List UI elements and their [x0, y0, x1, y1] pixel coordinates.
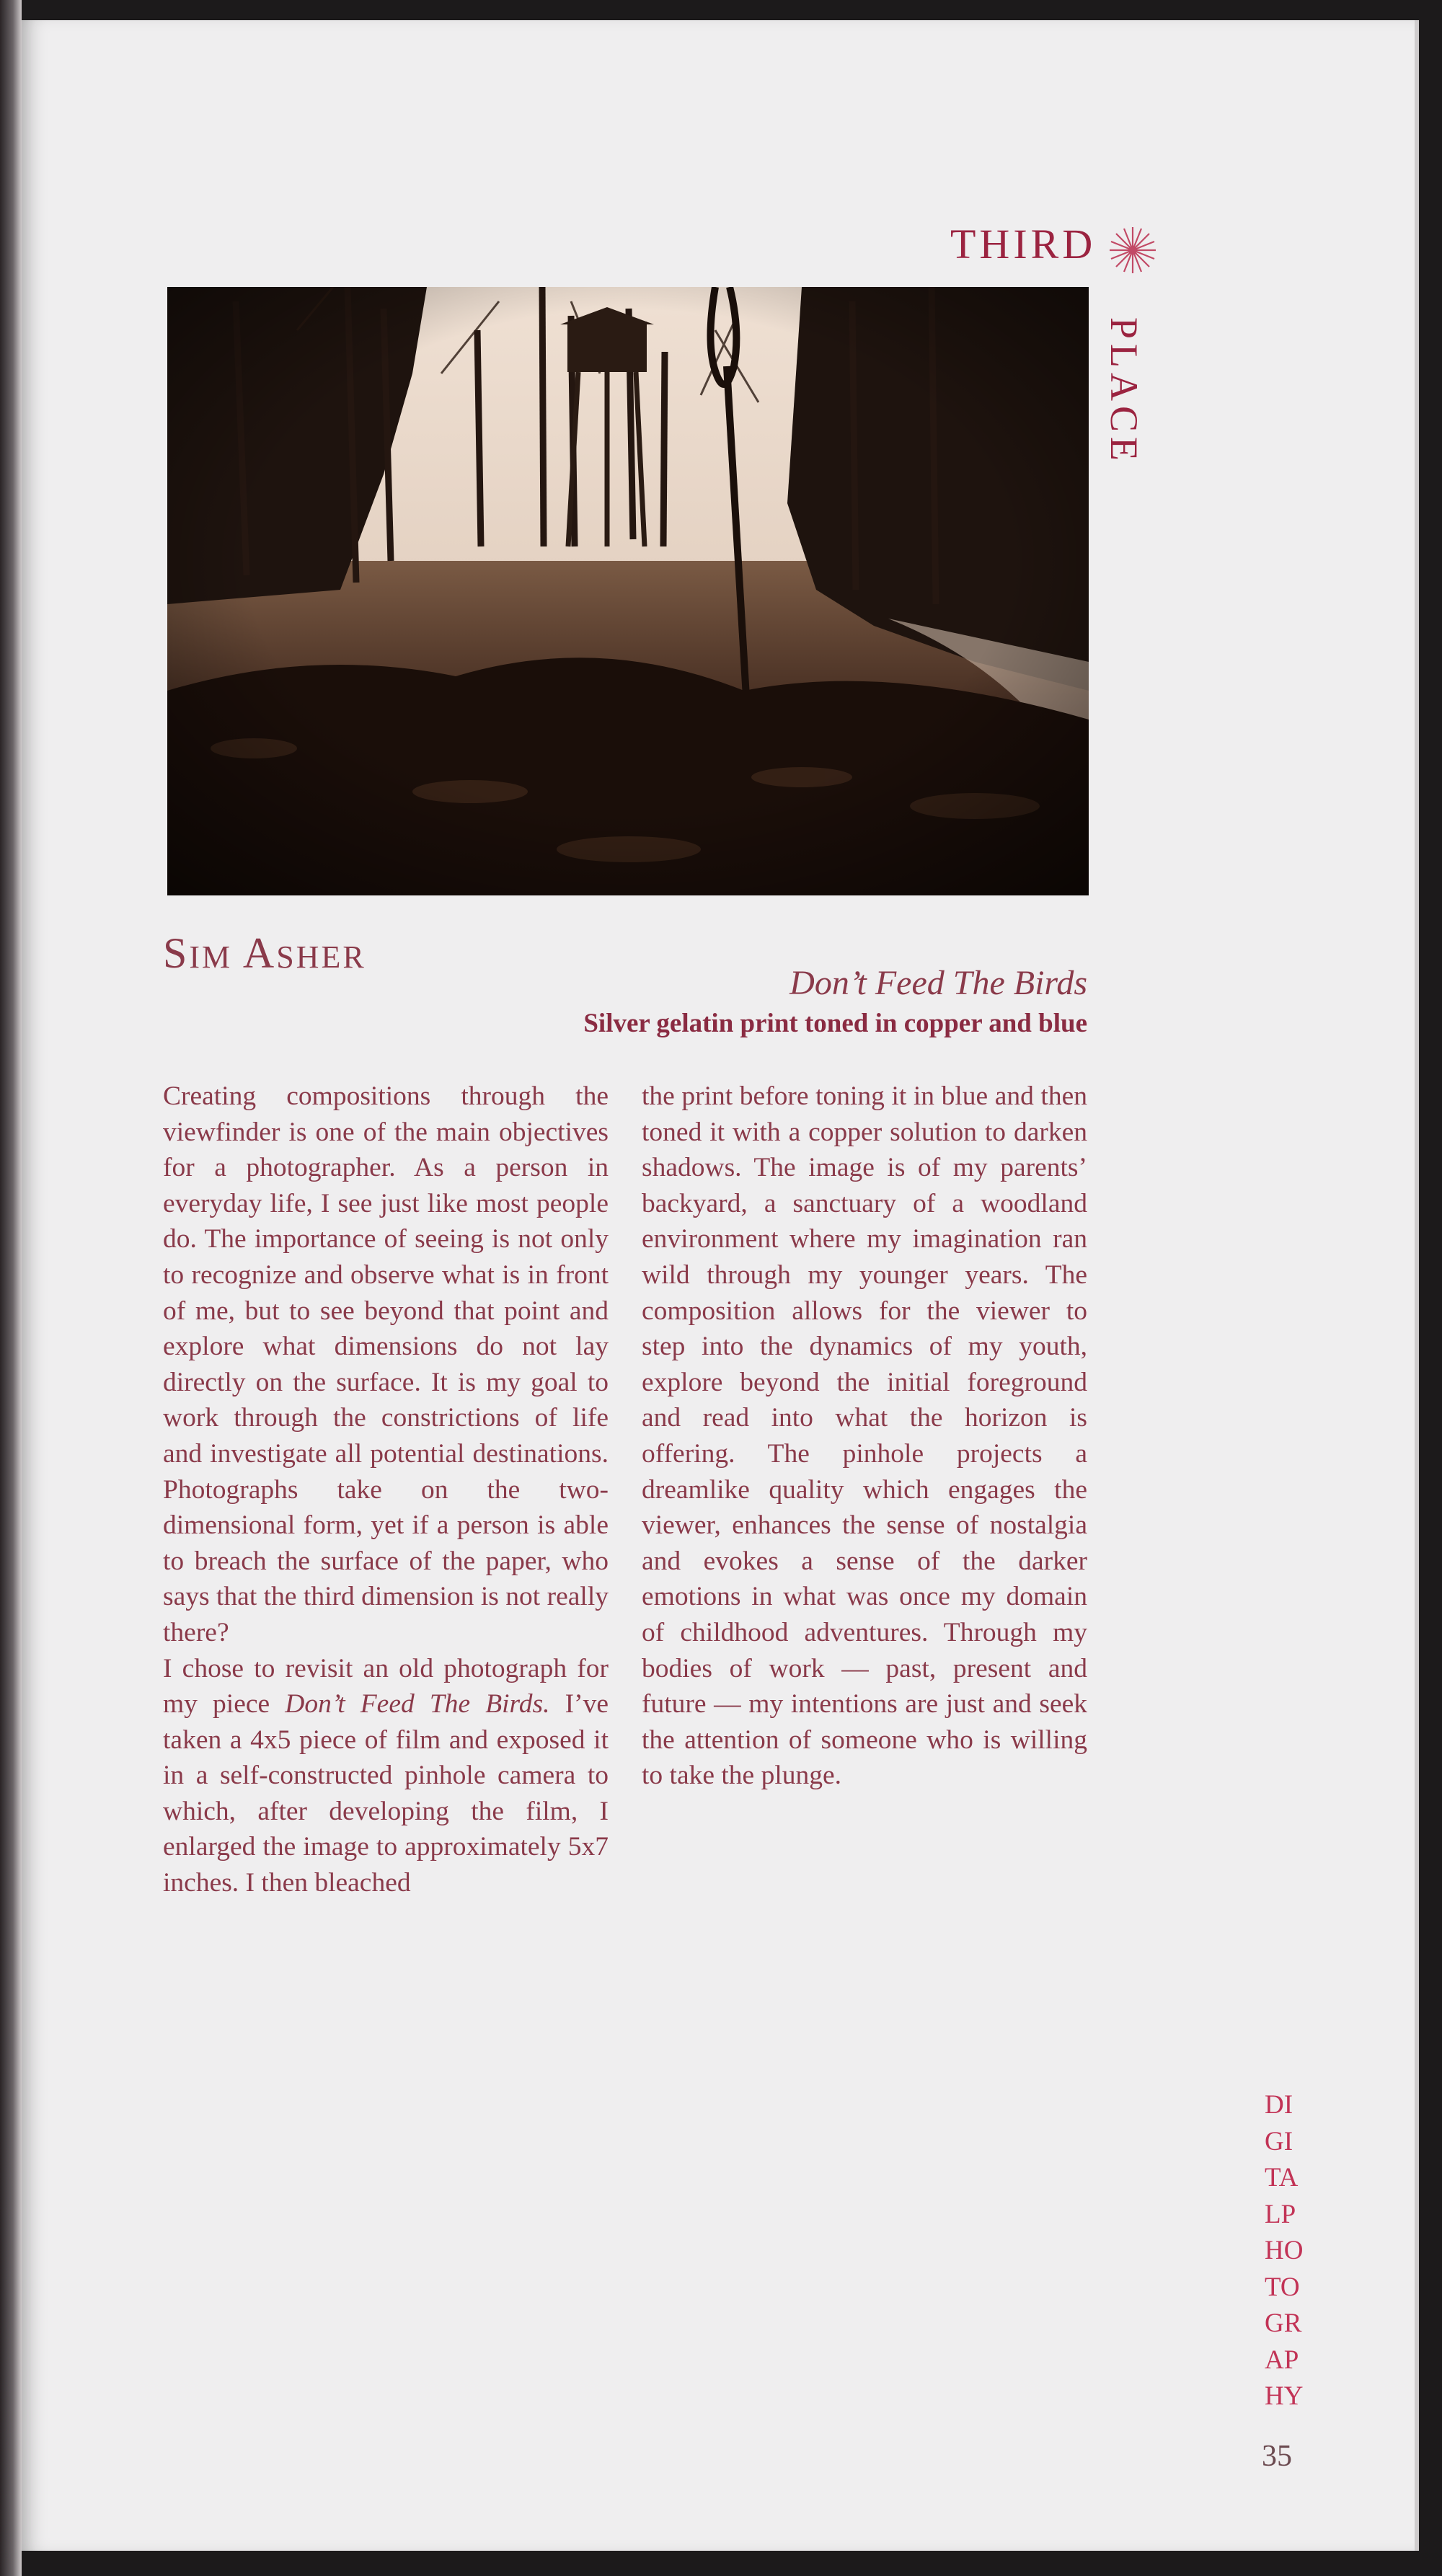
page-number: 35 — [1262, 2440, 1292, 2473]
body-paragraph: the print before toning it in blue and then toned it with a copper solution to darken shadows. The image is of my parents’ backyard, a sanctuary of a woodland environment where my imagination ran wild through my younger years. The composition allows for the viewer to step into the dynamics of my youth, explore beyond the initial foreground and read into what the horizon is offering. The pinhole projects a dreamlike quality which engages the viewer, enhances the sense of nostalgia and evokes a sense of the darker emotions in what was once my domain of childhood adventures. Through my bodies of work — past, present and future — my intentions are just and seek the attention of someone who is willing to take the plunge. — [642, 1081, 1087, 1791]
body-paragraph: I chose to revisit an old photograph for my piece Don’t Feed The Birds. I’ve taken a 4x5 piece of film and exposed it in a self-constructed pinhole camera to which, after developing the film, I enlarged the image to approximately 5x7 inches. I then bleached — [163, 1653, 609, 1898]
award-label: THIRD — [950, 221, 1097, 267]
body-paragraph: Creating compositions through the viewfinder is one of the main objectives for a photographer. As a person in everyday life, I see just like most people do. The importance of seeing is not only to recognize and observe what is in front of me, but to see beyond that point and explore what dimensions do not lay directly on the surface. It is my goal to work through the constrictions of life and investigate all potential destinations. Photographs take on the two-dimensional form, yet if a person is able to breach the surface of the paper, who says that the third dimension is not really there? — [163, 1081, 609, 1647]
section-label-vertical: DI GI TA LP HO TO GR AP HY — [1265, 2090, 1304, 2411]
starburst-icon — [1107, 225, 1158, 275]
body-column-left — [163, 1079, 609, 1901]
artwork-photograph — [167, 287, 1089, 895]
artist-name: SIM ASHER — [163, 929, 366, 977]
book-spine — [0, 0, 22, 2576]
artwork-title: Don’t Feed The Birds — [789, 964, 1087, 1002]
body-column-right — [642, 1079, 1087, 1794]
award-place-label: PLACE — [1102, 317, 1146, 466]
artwork-medium: Silver gelatin print toned in copper and blue — [583, 1009, 1087, 1038]
